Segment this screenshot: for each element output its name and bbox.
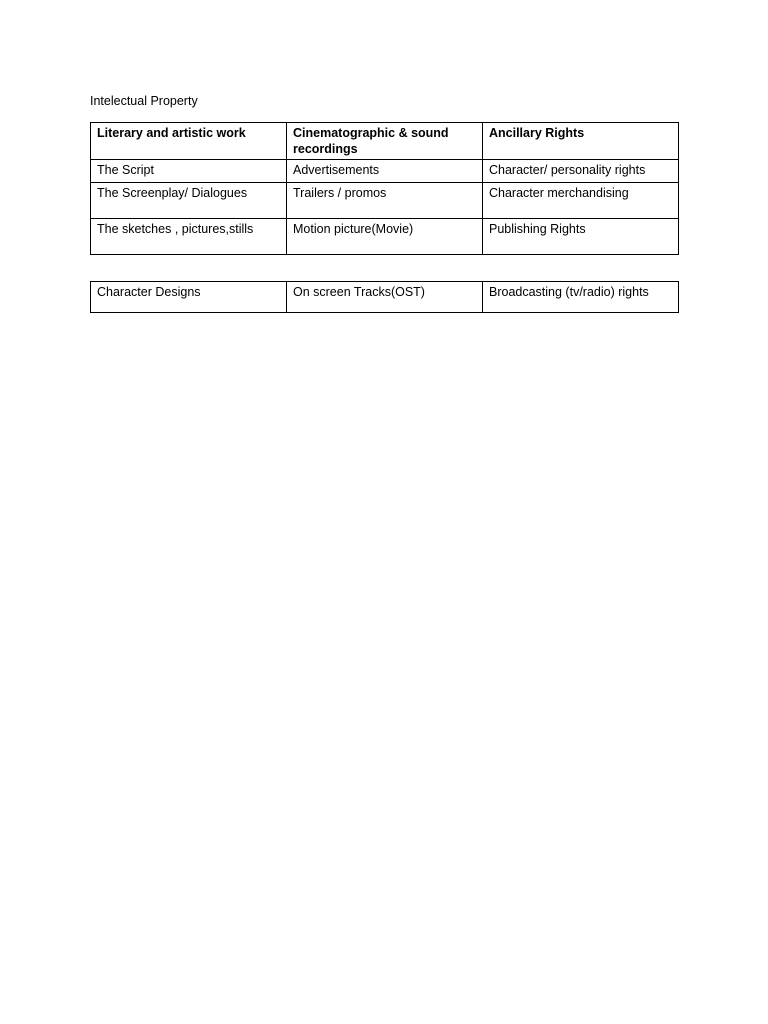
table-cell: Character/ personality rights <box>483 160 679 183</box>
table-row <box>91 160 679 183</box>
table-row <box>91 183 679 219</box>
document-title: Intelectual Property <box>90 94 198 108</box>
table-cell: Character merchandising <box>483 183 679 219</box>
ip-extra-table <box>90 281 679 313</box>
table-cell: On screen Tracks(OST) <box>287 282 483 313</box>
table-row <box>91 282 679 313</box>
table-row <box>91 219 679 255</box>
header-cell-cinematographic: Cinematographic & sound recordings <box>287 123 483 160</box>
header-cell-literary: Literary and artistic work <box>91 123 287 160</box>
table-header-row <box>91 123 679 160</box>
table-cell: The Screenplay/ Dialogues <box>91 183 287 219</box>
table-cell: Advertisements <box>287 160 483 183</box>
table-cell: The Script <box>91 160 287 183</box>
table-cell: Publishing Rights <box>483 219 679 255</box>
ip-categories-table <box>90 122 679 255</box>
table-cell: Broadcasting (tv/radio) rights <box>483 282 679 313</box>
table-cell: Character Designs <box>91 282 287 313</box>
table-cell: The sketches , pictures,stills <box>91 219 287 255</box>
table-cell: Trailers / promos <box>287 183 483 219</box>
table-cell: Motion picture(Movie) <box>287 219 483 255</box>
header-cell-ancillary: Ancillary Rights <box>483 123 679 160</box>
